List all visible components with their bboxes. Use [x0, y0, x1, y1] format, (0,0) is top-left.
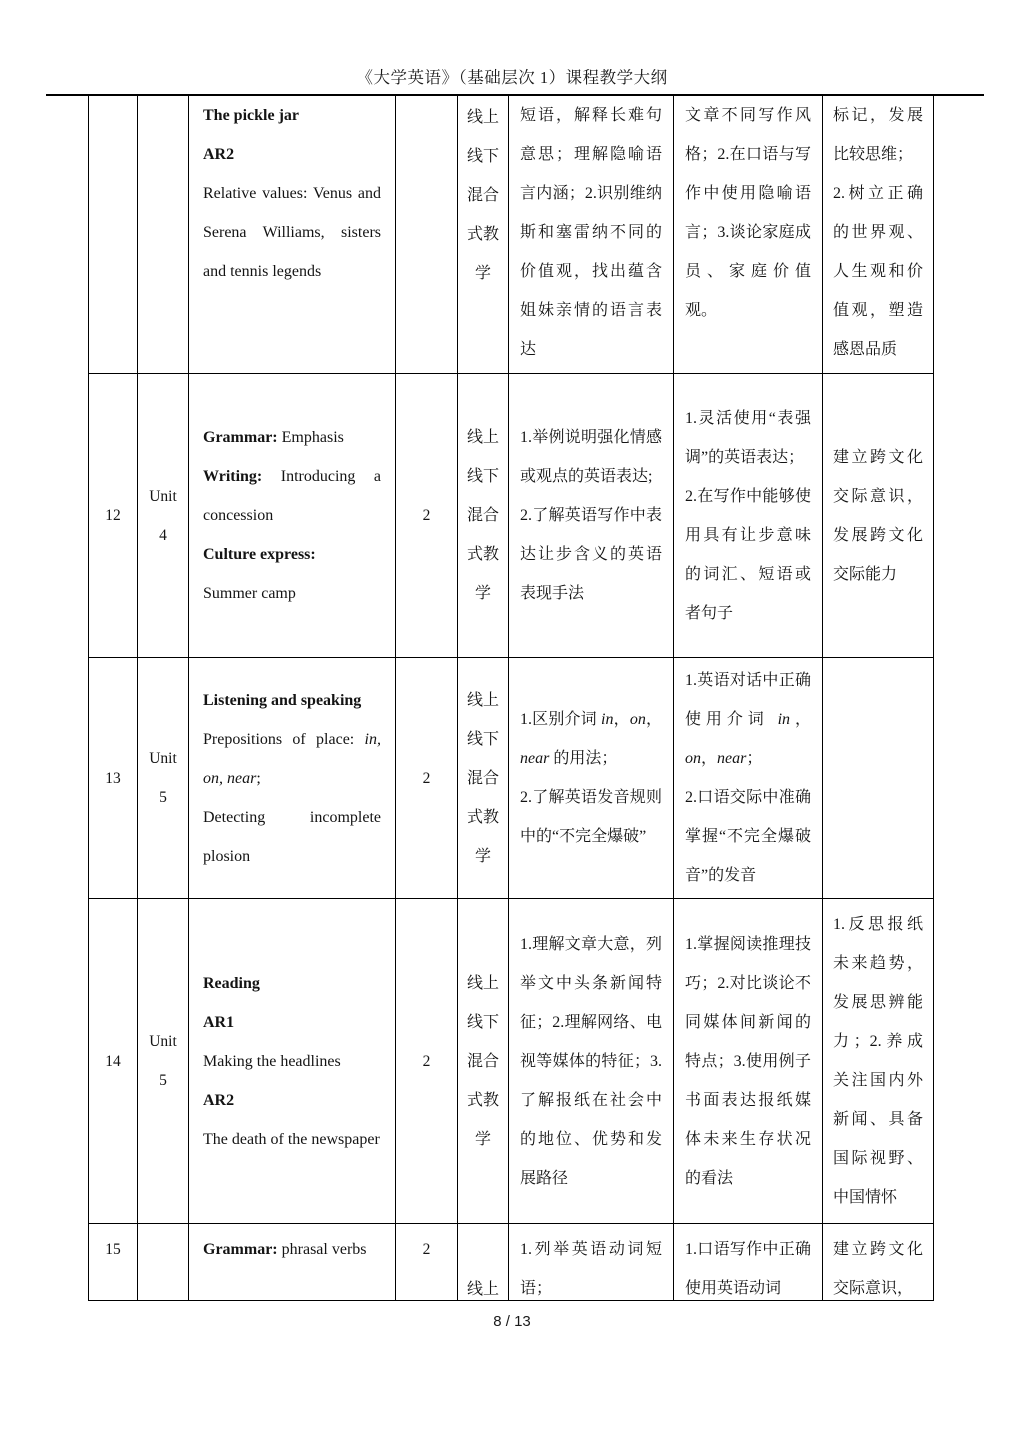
cell-objectives: 短语，解释长难句意思；理解隐喻语言内涵；2.识别维纳斯和塞雷纳不同的价值观，找出蕴含姐妹亲情的语言表达	[509, 96, 674, 374]
cell-unit: Unit 5	[138, 899, 189, 1224]
table-row	[89, 899, 935, 1224]
cell-unit: Unit 4	[138, 374, 189, 658]
cell-mode: 线上线下混合式教学	[458, 96, 509, 374]
cell-hours: 2	[396, 658, 458, 899]
cell-requirements: 文章不同写作风格；2.在口语与写作中使用隐喻语言；3.谈论家庭成员、家庭价值观。	[674, 96, 823, 374]
cell-unit: Unit 5	[138, 658, 189, 899]
cell-requirements: 1.口语写作中正确使用英语动词	[674, 1224, 823, 1301]
cell-requirements: 1.掌握阅读推理技巧；2.对比谈论不同媒体间新闻的特点；3.使用例子书面表达报纸媒体未来生存状况的看法	[674, 899, 823, 1224]
cell-num: 13	[89, 658, 138, 899]
cell-values: 建立跨文化交际意识，	[823, 1224, 934, 1301]
course-schedule-table	[88, 96, 935, 1301]
cell-objectives: 1.理解文章大意，列举文中头条新闻特征；2.理解网络、电视等媒体的特征；3.了解报纸在社会中的地位、优势和发展路径	[509, 899, 674, 1224]
cell-objectives: 1.列举英语动词短语；	[509, 1224, 674, 1301]
cell-unit	[138, 96, 189, 374]
page-title: 《大学英语》（基础层次 1）课程教学大纲	[356, 68, 668, 87]
cell-content: Listening and speaking Prepositions of place: in, on, near; Detecting incomplete plosion	[189, 658, 396, 899]
cell-objectives: 1.举例说明强化情感或观点的英语表达; 2.了解英语写作中表达让步含义的英语表现手法	[509, 374, 674, 658]
cell-values: 标记，发展比较思维； 2.树立正确的世界观、人生观和价值观，塑造感恩品质	[823, 96, 934, 374]
cell-unit	[138, 1224, 189, 1301]
cell-content: Grammar: Emphasis Writing: Introducing a concession Culture express: Summer camp	[189, 374, 396, 658]
cell-content: Reading AR1 Making the headlines AR2 The death of the newspaper	[189, 899, 396, 1224]
cell-mode: 线上线下混合式教学	[458, 658, 509, 899]
cell-num: 12	[89, 374, 138, 658]
cell-values: 建立跨文化交际意识，发展跨文化交际能力	[823, 374, 934, 658]
table-row	[89, 658, 935, 899]
cell-mode: 线上	[458, 1224, 509, 1301]
table-row	[89, 96, 935, 374]
cell-objectives: 1.区别介词 in，on，near 的用法； 2.了解英语发音规则中的“不完全爆破”	[509, 658, 674, 899]
cell-mode: 线上线下混合式教学	[458, 374, 509, 658]
cell-hours: 2	[396, 899, 458, 1224]
cell-num: 15	[89, 1224, 138, 1301]
cell-values	[823, 658, 934, 899]
cell-hours: 2	[396, 374, 458, 658]
cell-requirements: 1.灵活使用“表强调”的英语表达； 2.在写作中能够使用具有让步意味的词汇、短语或者句子	[674, 374, 823, 658]
cell-content: Grammar: phrasal verbs	[189, 1224, 396, 1301]
table-row	[89, 1224, 935, 1301]
cell-hours	[396, 96, 458, 374]
page-number: 8 / 13	[493, 1313, 531, 1330]
cell-num	[89, 96, 138, 374]
cell-num: 14	[89, 899, 138, 1224]
cell-requirements: 1.英语对话中正确使用介词 in，on，near； 2.口语交际中准确掌握“不完全爆破音”的发音	[674, 658, 823, 899]
cell-mode: 线上线下混合式教学	[458, 899, 509, 1224]
cell-values: 1.反思报纸未来趋势，发展思辨能力；2.养成关注国内外新闻、具备国际视野、中国情怀	[823, 899, 934, 1224]
cell-content: The pickle jar AR2 Relative values: Venus and Serena Williams, sisters and tennis legends	[189, 96, 396, 374]
table-row	[89, 374, 935, 658]
cell-hours: 2	[396, 1224, 458, 1301]
